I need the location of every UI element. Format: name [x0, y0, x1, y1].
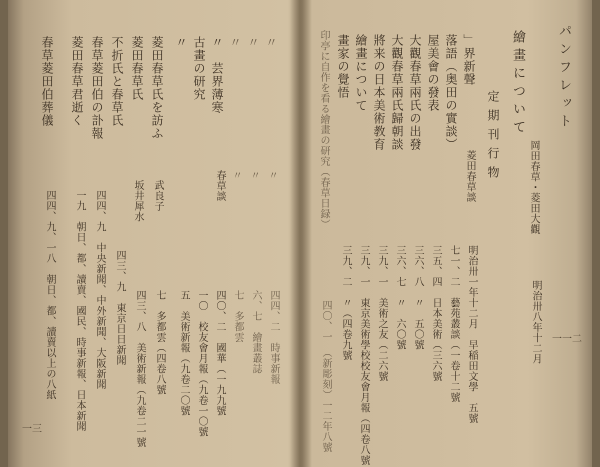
entry-date: 五 美術新報（九卷二〇號 — [178, 290, 189, 416]
entry-date: 三六、七 〃 六〇號 — [394, 245, 405, 350]
entry-date: 三九、二 〃（四卷九號 — [340, 245, 351, 361]
entry-date: 七 多都雲（四卷八號 — [154, 290, 165, 395]
entry-date: 七一、二 藝苑叢談（一卷十二號 — [448, 245, 459, 403]
entry-date: 三五、四 日本美術（三六號 — [430, 245, 441, 382]
entry-title: 」界新聲 — [462, 34, 476, 86]
page-number-left: 一三 — [22, 424, 42, 435]
entry-title: 大觀春草兩氏歸朝談 — [390, 34, 404, 151]
entry-title: 〃 芸界薄寒 — [210, 36, 224, 114]
entry-detail: 武良子 — [152, 180, 163, 212]
entry-title: 將来の日本美術教育 — [372, 34, 386, 151]
entry-title: 〃 — [174, 36, 188, 49]
entry-detail: 菱田春草談 — [464, 150, 475, 203]
entry-date: 七 多都雲 — [232, 290, 243, 343]
page-number-right: 一一二 — [552, 334, 582, 345]
entry-title: 印亭に自作を看る繪畫の研究（春草日録） — [318, 30, 329, 230]
entry-detail: 〃 — [248, 170, 259, 181]
entry-title: 菱田春草君逝く — [70, 36, 84, 127]
entry-title: 畫家の覺悟 — [336, 34, 350, 99]
entry-title: 不折氏と春草氏 — [110, 36, 124, 127]
entry-detail: 春草談 — [214, 170, 225, 202]
entry-date: 四四、九 中央新聞、中外新聞、大阪新聞 — [94, 190, 105, 390]
entry-date: 四三、九 東京日日新聞 — [114, 250, 125, 366]
book-gutter — [290, 0, 312, 467]
entry-title: 〃 — [228, 36, 242, 49]
entry-date: 一九 朝日、都、讀賣、國民、時事新報、日本新聞 — [74, 190, 85, 432]
entry-title: 落語（奥田の實談） — [444, 34, 458, 151]
entry-title: 繪畫について — [510, 30, 525, 138]
entry-detail: 岡田春草・菱田大觀 — [528, 140, 539, 235]
entry-date: 明治卅八年十二月 — [530, 280, 541, 364]
entry-title: 屋美會の發表 — [426, 34, 440, 112]
entry-date: 三九、一 美術之友（二六號 — [376, 245, 387, 382]
entry-date: 明治卅一年十二月 早稲田文學 五號 — [466, 245, 477, 424]
entry-date: 四四、九、一八 朝日、都、讀賣以上の八紙 — [44, 190, 55, 400]
entry-title: 菱田春草氏を訪ふ — [150, 36, 164, 140]
entry-date: 六、七 繪畫叢誌 — [250, 290, 261, 374]
entry-title: 春草菱田伯葬儀 — [40, 36, 54, 127]
entry-title: 春草菱田伯の訃報 — [90, 36, 104, 140]
entry-title: 菱田春草氏 — [130, 36, 144, 101]
entry-date: 四〇、一 （新彫刻）一二年八號 — [320, 300, 331, 453]
entry-detail: 〃 — [230, 170, 241, 181]
entry-title: 〃 — [246, 36, 260, 49]
entry-title: 古畫の研究 — [192, 36, 206, 101]
entry-date: 四三、八 美術新報（九卷二一號 — [134, 290, 145, 448]
page-edge-right — [592, 0, 600, 467]
entry-date: 四四、二 時事新報 — [268, 290, 279, 385]
entry-title: 〃 — [264, 36, 278, 49]
entry-date: 三六、八 〃 五〇號 — [412, 245, 423, 350]
section-heading: 定期刊行物 — [486, 90, 500, 185]
entry-title: 繪畫について — [354, 34, 368, 112]
entry-date: 四〇、二 國華（一九九號 — [214, 290, 225, 416]
entry-detail: 〃 — [266, 170, 277, 181]
page-edge-left — [0, 0, 8, 467]
entry-date: 一〇 校友會月報（九卷一〇號 — [196, 290, 207, 437]
entry-title: 大觀春草兩氏の出發 — [408, 34, 422, 151]
entry-detail: 坂井犀水 — [132, 180, 143, 222]
running-head: パンフレット — [556, 24, 571, 132]
entry-date: 三九、一 東京美術學校校友會月報（四卷八號 — [358, 245, 369, 466]
